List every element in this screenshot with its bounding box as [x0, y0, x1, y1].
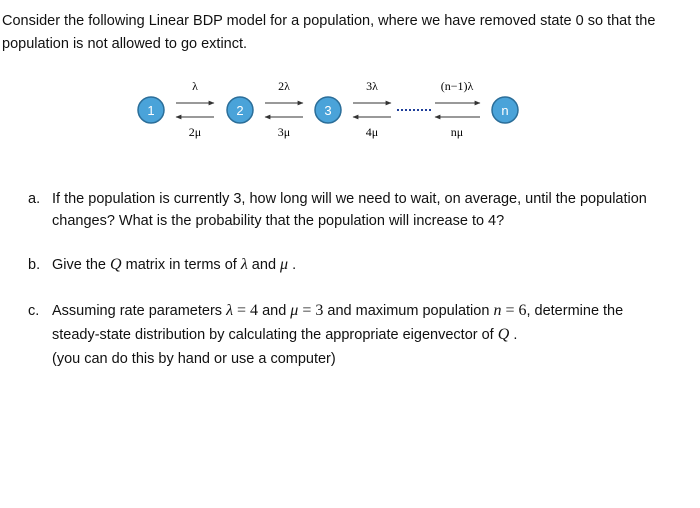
question-c-text-4: , determine the: [526, 303, 624, 319]
state-label-n: n: [501, 103, 509, 118]
mu-value: = 3: [298, 302, 324, 319]
question-c: [28, 300, 678, 370]
question-c-line-2: [52, 324, 678, 346]
state-node-3: [315, 97, 341, 123]
death-rate-2: 2μ: [188, 125, 202, 139]
intro-line-1: Consider the following Linear BDP model for a population, where we have removed state 0 so that the: [2, 13, 656, 29]
death-rate-3: 3μ: [277, 125, 291, 139]
state-label-1: 1: [147, 103, 155, 118]
question-c-text-1: Assuming rate parameters: [52, 303, 227, 319]
question-b-letter: b.: [28, 257, 41, 273]
q-matrix-symbol: Q: [110, 256, 122, 273]
question-a-line-1: If the population is currently 3, how long will we need to wait, on average, until the population: [52, 191, 647, 207]
n-value: = 6: [501, 302, 527, 319]
question-a-letter: a.: [28, 191, 41, 207]
question-c-letter: c.: [28, 303, 40, 319]
question-a-line-2: changes? What is the probability that the population will increase to 4?: [52, 213, 505, 229]
birth-rate-1: λ: [192, 79, 198, 93]
intro-paragraph: [2, 10, 692, 56]
state-node-2: [227, 97, 253, 123]
intro-line-2: population is not allowed to go extinct.: [2, 36, 248, 52]
mu-symbol: μ: [290, 302, 299, 319]
state-label-3: 3: [324, 103, 332, 118]
mu-symbol: μ: [280, 256, 289, 273]
question-c-text-2: and: [258, 303, 291, 319]
question-b-text-4: .: [288, 257, 297, 273]
state-label-2: 2: [236, 103, 244, 118]
question-b-text-1: Give the: [52, 257, 111, 273]
lambda-symbol: λ: [240, 256, 248, 273]
question-b-text-3: and: [247, 257, 281, 273]
death-rate-4: 4μ: [365, 125, 379, 139]
death-rate-n: nμ: [450, 125, 464, 139]
birth-rate-n: (n−1)λ: [440, 79, 474, 93]
question-c-line-1: [52, 300, 678, 322]
question-c-text-6: .: [509, 327, 518, 343]
birth-rate-2: 2λ: [278, 79, 290, 93]
birth-rate-3: 3λ: [366, 79, 378, 93]
lambda-symbol: λ: [226, 302, 234, 319]
question-b-text-2: matrix in terms of: [121, 257, 241, 273]
question-b-text: [52, 254, 678, 276]
q-matrix-symbol: Q: [497, 326, 510, 343]
question-a: [28, 188, 678, 232]
state-node-1: [138, 97, 164, 123]
bdp-state-diagram: [0, 70, 700, 160]
state-node-n: [492, 97, 518, 123]
lambda-value: = 4: [233, 302, 259, 319]
question-c-text-3: and maximum population: [323, 303, 494, 319]
n-symbol: n: [493, 302, 502, 319]
question-c-line-3: (you can do this by hand or use a computer): [52, 351, 336, 367]
question-b: [28, 254, 678, 276]
question-c-text-5: steady-state distribution by calculating the appropriate eigenvector of: [52, 327, 498, 343]
